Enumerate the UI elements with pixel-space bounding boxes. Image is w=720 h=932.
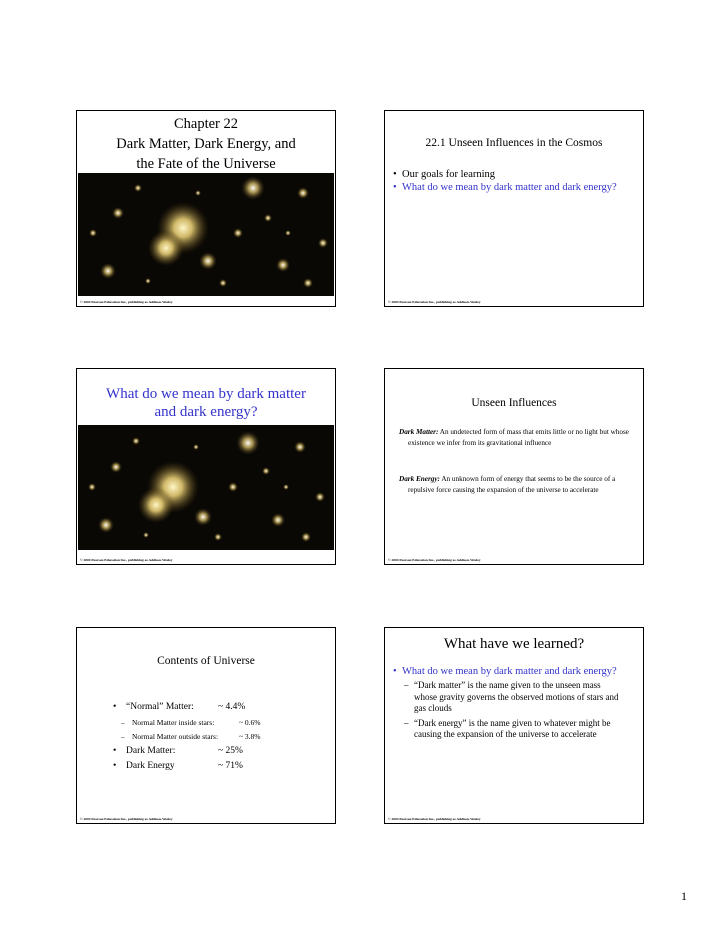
- slide-2-bullet-2: • What do we mean by dark matter and dark energy?: [389, 181, 635, 194]
- dark-matter-row: • Dark Matter: ~ 25%: [113, 746, 243, 756]
- normal-matter-value: ~ 4.4%: [218, 702, 246, 712]
- galaxy-cluster-image: [78, 173, 334, 296]
- dark-energy-value: ~ 71%: [218, 761, 243, 771]
- galaxy-cluster-image: [78, 425, 334, 550]
- slide-6-bullet-1-text: What do we mean by dark matter and dark energy?: [402, 666, 617, 677]
- slide-6-sub-1: – “Dark matter” is the name given to the unseen mass whose gravity governs the observed motions of stars and gas clouds: [402, 680, 619, 715]
- slide-6-sub-list: [402, 680, 619, 741]
- dark-matter-label: Dark Matter:: [126, 746, 176, 756]
- normal-matter-label: “Normal” Matter:: [126, 702, 194, 712]
- normal-matter-outside-row: – Normal Matter outside stars: ~ 3.8%: [121, 732, 261, 741]
- slide-3-title-line-2: and dark energy?: [154, 404, 258, 420]
- normal-matter-inside-value: ~ 0.6%: [239, 718, 261, 727]
- dark-matter-value: ~ 25%: [218, 746, 243, 756]
- slide-3-title: [77, 385, 335, 421]
- slide-6-title: What have we learned?: [443, 636, 585, 652]
- slide-4-title: Unseen Influences: [471, 397, 557, 409]
- slide-2-copyright: © 2004 Pearson Education Inc., publishing as Addison-Wesley: [388, 300, 481, 304]
- dark-energy-term: Dark Energy:: [399, 475, 440, 483]
- dark-energy-row: • Dark Energy ~ 71%: [113, 761, 243, 771]
- slide-2: [384, 110, 644, 307]
- slide-4: [384, 368, 644, 565]
- normal-matter-outside-value: ~ 3.8%: [239, 732, 261, 741]
- normal-matter-row: • “Normal” Matter: ~ 4.4%: [113, 702, 246, 712]
- slide-3-title-line-1: What do we mean by dark matter: [106, 386, 306, 402]
- slide-4-definition-dark-matter: [399, 427, 635, 449]
- slide-1-title-line-1: Chapter 22: [173, 116, 239, 132]
- slide-6-bullet-1: [389, 665, 619, 741]
- slide-1-copyright: © 2004 Pearson Education Inc., publishing as Addison-Wesley: [80, 300, 173, 304]
- dark-matter-definition: An undetected form of mass that emits little or no light but whose existence we infer from its gravitational influence: [408, 428, 629, 447]
- slide-3-copyright: © 2004 Pearson Education Inc., publishing as Addison-Wesley: [80, 558, 173, 562]
- slide-5: [76, 627, 336, 824]
- slide-2-title: 22.1 Unseen Influences in the Cosmos: [425, 137, 603, 149]
- slide-2-bullet-list: [389, 168, 635, 194]
- dark-energy-definition: An unknown form of energy that seems to be the source of a repulsive force causing the expansion of the universe to accelerate: [408, 475, 616, 494]
- slide-6-bullet-list: [389, 665, 619, 741]
- slide-3: [76, 368, 336, 565]
- slide-6: [384, 627, 644, 824]
- slide-1-title-line-3: the Fate of the Universe: [136, 156, 276, 172]
- slide-5-contents-list: [113, 701, 261, 773]
- slide-1-title-line-2: Dark Matter, Dark Energy, and: [116, 136, 296, 152]
- dark-energy-label: Dark Energy: [126, 761, 175, 771]
- normal-matter-inside-row: – Normal Matter inside stars: ~ 0.6%: [121, 718, 261, 727]
- normal-matter-outside-label: Normal Matter outside stars:: [132, 732, 219, 741]
- slide-4-copyright: © 2004 Pearson Education Inc., publishing as Addison-Wesley: [388, 558, 481, 562]
- slide-6-copyright: © 2004 Pearson Education Inc., publishing as Addison-Wesley: [388, 817, 481, 821]
- slide-2-bullet-1: • Our goals for learning: [389, 168, 635, 181]
- normal-matter-inside-label: Normal Matter inside stars:: [132, 718, 215, 727]
- slide-5-title: Contents of Universe: [157, 655, 255, 667]
- slide-6-sub-2: – “Dark energy” is the name given to whatever might be causing the expansion of the universe to accelerate: [402, 718, 619, 741]
- dark-matter-term: Dark Matter:: [399, 428, 439, 436]
- slide-4-definition-dark-energy: [399, 474, 635, 496]
- slide-5-copyright: © 2004 Pearson Education Inc., publishing as Addison-Wesley: [80, 817, 173, 821]
- slide-1-title: [77, 114, 335, 174]
- page-number: 1: [681, 889, 687, 903]
- slide-1: [76, 110, 336, 307]
